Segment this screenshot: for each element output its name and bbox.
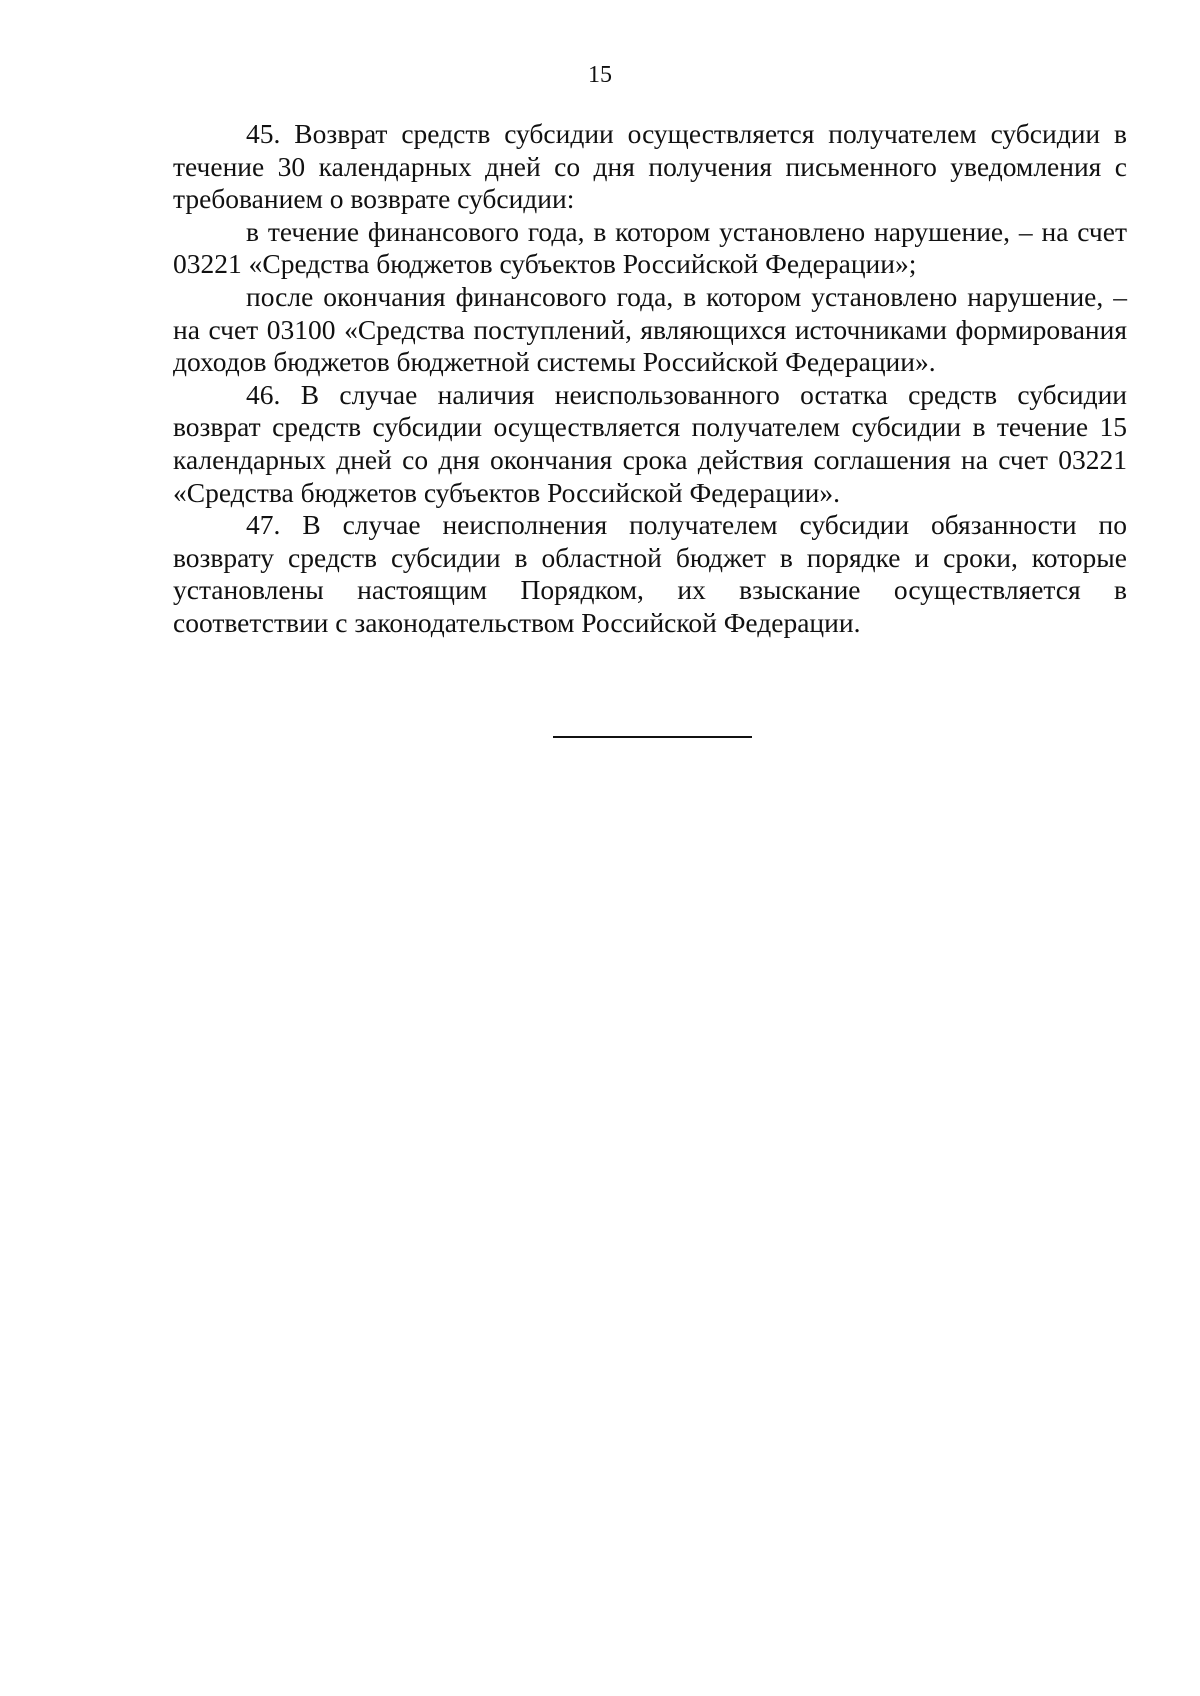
- closing-divider-line: [553, 736, 752, 738]
- page-number: 15: [588, 62, 612, 88]
- paragraph-45-current-year: в течение финансового года, в котором установлено нарушение, – на счет 03221 «Средства бюджетов субъектов Российской Федерации»;: [173, 215, 1127, 280]
- document-body: [173, 118, 1127, 640]
- paragraph-47: 47. В случае неисполнения получателем субсидии обязанности по возврату средств субсидии в областной бюджет в порядке и сроки, которые установлены настоящим Порядком, их взыскание осуществляется в соответствии с законодательством Российской Федерации.: [173, 509, 1127, 638]
- paragraph-45: 45. Возврат средств субсидии осуществляется получателем субсидии в течение 30 календарных дней со дня получения письменного уведомления с требованием о возврате субсидии:: [173, 118, 1127, 215]
- paragraph-46: 46. В случае наличия неиспользованного остатка средств субсидии возврат средств субсидии осуществляется получателем субсидии в течение 15 календарных дней со дня окончания срока действия соглашения на счет 03221 «Средства бюджетов субъектов Российской Федерации».: [173, 378, 1127, 508]
- paragraph-45-after-year: после окончания финансового года, в котором установлено нарушение, – на счет 03100 «Средства поступлений, являющихся источниками формирования доходов бюджетов бюджетной системы Российской Федерации».: [173, 280, 1127, 378]
